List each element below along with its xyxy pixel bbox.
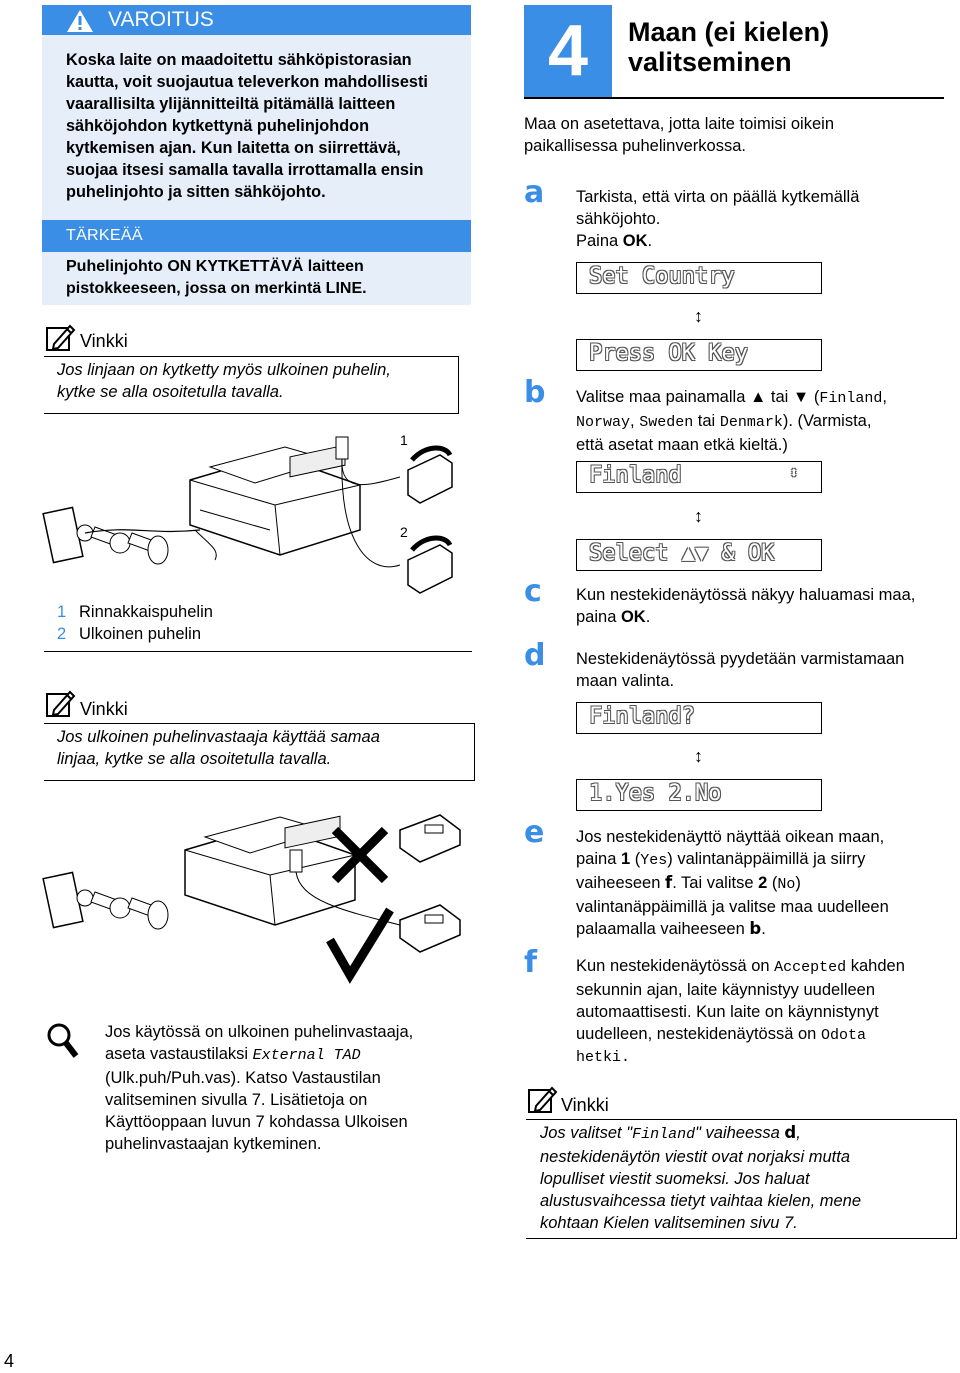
substep-letter-b: b — [524, 375, 546, 410]
hint-text — [57, 726, 380, 770]
phone-icon — [408, 448, 452, 503]
lcd-display: 1.Yes 2.No — [576, 779, 822, 811]
pencil-note-icon — [44, 322, 76, 354]
lcd-display: Select ▲▼ & OK — [576, 539, 822, 571]
legend-text: Ulkoinen puhelin — [79, 625, 202, 643]
substep-d-text: Nestekidenäytössä pyydetään varmistamaan maan valinta. — [576, 650, 905, 690]
legend-item — [57, 623, 213, 645]
note-line: (Ulk.puh/Puh.vas). Katso Vastaustilan — [105, 1069, 381, 1087]
important-title: TÄRKEÄÄ — [66, 227, 143, 244]
note-line: aseta vastaustilaksi External TAD — [105, 1045, 361, 1064]
note-line: valitseminen sivulla 7. Lisätietoja on — [105, 1091, 368, 1109]
warning-header — [42, 5, 471, 35]
substep-c-text: Kun nestekidenäytössä näkyy haluamasi maa, paina OK. — [576, 586, 916, 626]
substep-letter-c: c — [524, 574, 542, 609]
answering-machine-icon — [400, 905, 460, 952]
warning-line: puhelinjohto ja sitten sähköjohto. — [66, 183, 326, 201]
step-title: Maan (ei kielen) valitseminen — [628, 17, 830, 77]
substep-letter-f: f — [524, 945, 538, 980]
mode-name: External TAD — [252, 1047, 361, 1064]
down-arrow-icon: ▼ — [792, 388, 810, 406]
warning-text — [66, 49, 466, 203]
step-divider — [524, 97, 944, 99]
answering-machine-icon — [400, 815, 460, 862]
hint-line: Jos ulkoinen puhelinvastaaja käyttää samaa — [57, 728, 380, 746]
legend-text: Rinnakkaispuhelin — [79, 603, 213, 621]
warning-icon — [66, 9, 94, 33]
up-down-arrow-icon: ↕ — [694, 506, 703, 526]
substep-b-text: Valitse maa painamalla ▲ tai ▼ (Finland, Norway, Sweden tai Denmark). (Varmista, että asetat maan etkä kieltä.) — [576, 388, 887, 454]
pencil-note-icon — [526, 1084, 558, 1116]
substep-f-text: Kun nestekidenäytössä on Accepted kahden sekunnin ajan, laite käynnistyy uudelleen automaattisesti. Kun laite on käynnistynyt uudelleen, nestekidenäytössä on Odota hetki. — [576, 957, 905, 1066]
substep-letter-e: e — [524, 815, 545, 850]
warning-title: VAROITUS — [108, 8, 214, 31]
hint-line: Jos linjaan on kytketty myös ulkoinen puhelin, — [57, 361, 391, 379]
ok-key: OK — [620, 608, 646, 626]
fax-machine — [185, 816, 355, 925]
phone-icon — [408, 538, 452, 593]
step-number: 4 — [524, 5, 612, 97]
note-text — [105, 1021, 475, 1155]
scroll-arrows-icon: ⬍ — [789, 463, 799, 482]
warning-line: Koska laite on maadoitettu sähköpistorasian — [66, 51, 412, 69]
substep-a-text: Tarkista, että virta on päällä kytkemällä sähköjohto. Paina OK. — [576, 188, 860, 250]
legend-number: 2 — [57, 625, 67, 643]
substep-letter-d: d — [524, 638, 546, 673]
hint-line: kytke se alla osoitetulla tavalla. — [57, 383, 284, 401]
hint-line: linjaa, kytke se alla osoitetulla tavalla. — [57, 750, 332, 768]
important-header — [42, 220, 471, 252]
important-line: pistokkeeseen, jossa on merkintä LINE. — [66, 280, 367, 297]
warning-line: vaarallisilta ylijännitteiltä pitämällä laitteen — [66, 95, 396, 113]
lcd-display: Finland ⬍ — [576, 461, 822, 493]
ok-key: OK — [622, 232, 648, 250]
important-text — [66, 256, 466, 300]
warning-line: suojaa itsesi samalla tavalla irrottamalla ensin — [66, 161, 424, 179]
up-down-arrow-icon: ↕ — [694, 746, 703, 766]
connection-diagram-answering-machine — [40, 790, 480, 990]
diagram-label-2: 2 — [400, 524, 408, 540]
legend-item — [57, 601, 213, 623]
legend — [57, 601, 213, 645]
important-line: Puhelinjohto ON KYTKETTÄVÄ laitteen — [66, 258, 364, 275]
legend-number: 1 — [57, 603, 67, 621]
hint-title: Vinkki — [80, 331, 128, 351]
substep-e-text: Jos nestekidenäyttö näyttää oikean maan, paina 1 (Yes) valintanäppäimillä ja siirry vaiheeseen f. Tai valitse 2 (No) valintanäppäimillä ja valitse maa uudelleen palaamalla vaiheeseen b. — [576, 828, 889, 938]
note-line: Jos käytössä on ulkoinen puhelinvastaaja, — [105, 1023, 414, 1041]
warning-box — [42, 35, 471, 305]
page-number: 4 — [4, 1351, 15, 1371]
warning-line: kautta, voit suojautua televerkon mahdollisesti — [66, 73, 428, 91]
legend-rule — [44, 651, 472, 652]
lcd-display: Press OK Key — [576, 339, 822, 371]
up-down-arrow-icon: ↕ — [694, 306, 703, 326]
warning-line: sähköjohdon kytkettynä puhelinjohdon — [66, 117, 370, 135]
pencil-note-icon — [44, 688, 76, 720]
lcd-display: Set Country — [576, 262, 822, 294]
step-intro: Maa on asetettava, jotta laite toimisi oikein paikallisessa puhelinverkossa. — [524, 115, 834, 155]
substep-letter-a: a — [524, 175, 545, 210]
hint-text — [57, 359, 391, 403]
hint-title: Vinkki — [80, 699, 128, 719]
note-line: Käyttöoppaan luvun 7 kohdassa Ulkoisen — [105, 1113, 408, 1131]
connection-diagram-phone — [40, 415, 480, 600]
warning-line: kytkemisen ajan. Kun laitetta on siirrettävä, — [66, 139, 401, 157]
up-arrow-icon: ▲ — [749, 388, 767, 406]
diagram-label-1: 1 — [400, 432, 408, 448]
check-icon — [330, 910, 390, 975]
note-line: puhelinvastaajan kytkeminen. — [105, 1135, 322, 1153]
hint-text: Jos valitset "Finland" vaiheessa d, nestekidenäytön viestit ovat norjaksi mutta lopulliset viestit suomeksi. Jos haluat alustusvaihcessa tietyt vaihtaa kielen, mene kohtaan Kielen valitseminen sivu 7. — [540, 1123, 862, 1232]
hint-title: Vinkki — [561, 1095, 609, 1115]
magnifier-icon — [46, 1022, 80, 1060]
fax-machine — [190, 445, 360, 555]
lcd-display: Finland? — [576, 702, 822, 734]
